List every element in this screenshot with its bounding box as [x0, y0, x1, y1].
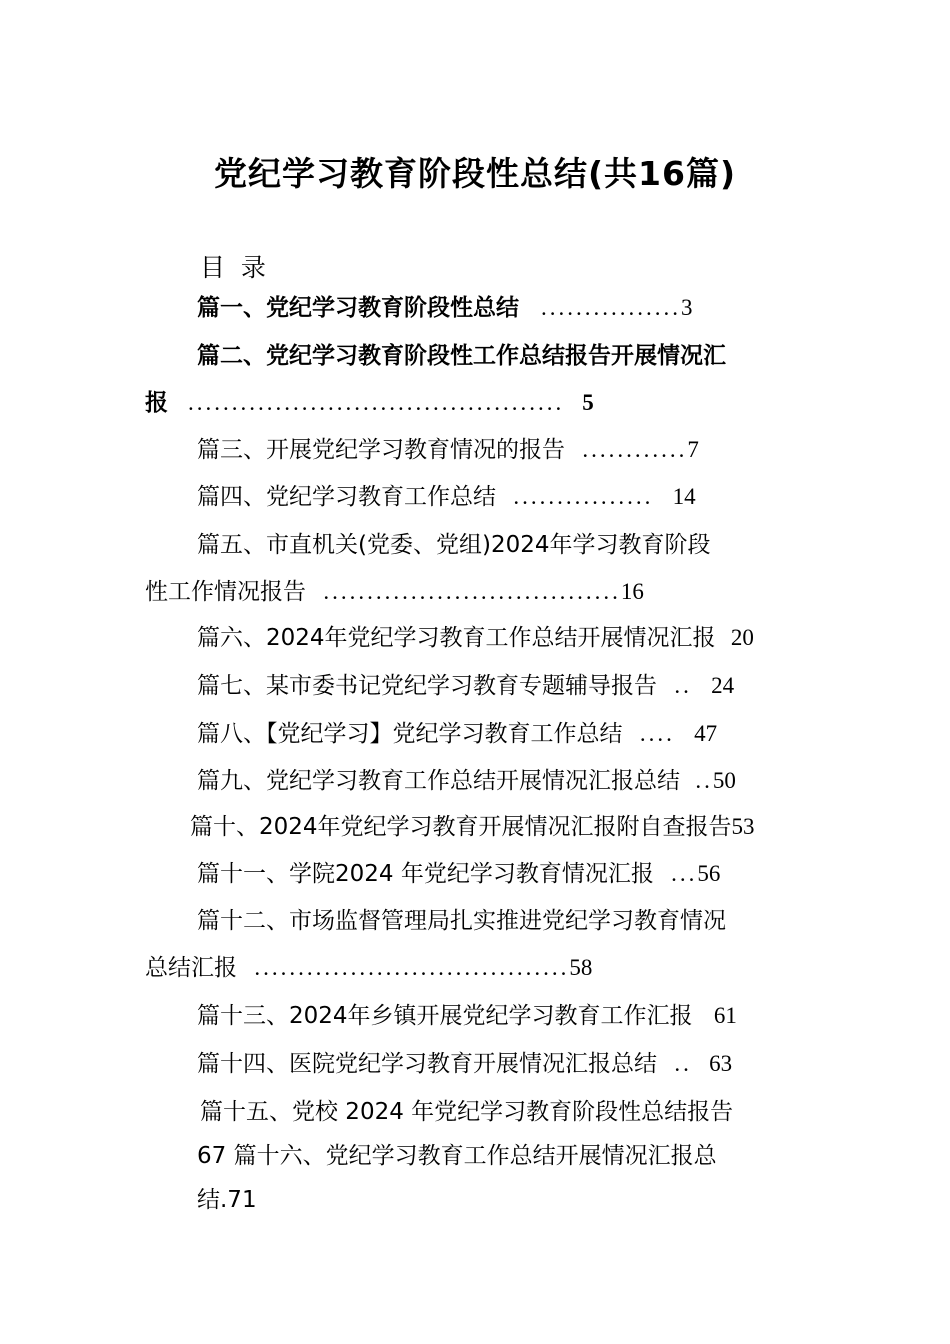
toc-entry[interactable]: [190, 812, 755, 842]
toc-heading: 目 录: [200, 253, 266, 282]
toc-leader-dots: ..................................: [323, 579, 621, 604]
toc-entry[interactable]: [197, 1141, 717, 1171]
toc-entry[interactable]: [197, 623, 754, 653]
toc-entry[interactable]: [197, 671, 734, 701]
toc-entry-text: 篇三、开展党纪学习教育情况的报告: [197, 437, 565, 463]
toc-leader-dots: ....................................: [254, 955, 570, 980]
toc-page-number: 14: [672, 484, 696, 509]
toc-entry[interactable]: [197, 482, 696, 512]
toc-entry[interactable]: [197, 530, 710, 560]
toc-leader-dots: ..: [674, 1051, 692, 1076]
toc-leader-dots: ...........................................: [188, 390, 565, 415]
toc-entry-text: 结.71: [197, 1187, 257, 1213]
toc-entry[interactable]: [197, 341, 726, 371]
toc-entry[interactable]: [197, 766, 736, 796]
toc-entry-text: 篇五、市直机关(党委、党组)2024年学习教育阶段: [197, 532, 711, 558]
toc-leader-dots: ................: [513, 484, 654, 509]
toc-entry[interactable]: [197, 906, 726, 936]
toc-entry[interactable]: [200, 1097, 733, 1127]
toc-entry-text: 篇一、党纪学习教育阶段性总结: [197, 295, 519, 321]
toc-page-number: 50: [712, 768, 736, 793]
toc-entry-text: 篇十二、市场监督管理局扎实推进党纪学习教育情况: [197, 908, 726, 934]
toc-entry-continuation[interactable]: [145, 388, 594, 418]
toc-entry-text: 篇十四、医院党纪学习教育开展情况汇报总结: [197, 1051, 657, 1077]
toc-entry-text: 篇九、党纪学习教育工作总结开展情况汇报总结: [197, 768, 680, 794]
toc-leader-dots: ............: [582, 437, 688, 462]
toc-entry-continuation[interactable]: [145, 577, 644, 607]
toc-entry-text: 篇二、党纪学习教育阶段性工作总结报告开展情况汇: [197, 343, 726, 369]
toc-entry-text: 报: [145, 390, 168, 416]
toc-page-number: 3: [681, 295, 693, 320]
toc-entry-text: 篇六、2024年党纪学习教育工作总结开展情况汇报: [197, 625, 716, 651]
toc-entry-text: 总结汇报: [145, 955, 237, 981]
document-title: 党纪学习教育阶段性总结(共16篇): [213, 154, 737, 193]
toc-leader-dots: ...: [671, 861, 698, 886]
toc-entry-text: 篇八、【党纪学习】党纪学习教育工作总结: [197, 721, 623, 747]
toc-page-number: 24: [711, 673, 735, 698]
toc-entry-continuation[interactable]: [145, 953, 592, 983]
toc-page-number: 7: [687, 437, 699, 462]
toc-page-number: 63: [709, 1051, 733, 1076]
toc-entry-text: 篇十一、学院2024 年党纪学习教育情况汇报: [197, 861, 654, 887]
toc-entry[interactable]: [197, 1001, 737, 1031]
toc-page-number: 53: [731, 814, 755, 839]
toc-entry-continuation[interactable]: [197, 1185, 257, 1215]
toc-leader-dots: ..: [674, 673, 692, 698]
toc-page-number: 5: [582, 390, 594, 415]
toc-entry-text: 67 篇十六、党纪学习教育工作总结开展情况汇报总: [197, 1143, 717, 1169]
toc-entry[interactable]: [197, 435, 699, 465]
toc-entry-text: 篇十五、党校 2024 年党纪学习教育阶段性总结报告: [200, 1099, 734, 1125]
toc-page-number: 61: [713, 1003, 737, 1028]
toc-page-number: 58: [569, 955, 593, 980]
toc-entry-text: 篇四、党纪学习教育工作总结: [197, 484, 496, 510]
toc-entry-text: 性工作情况报告: [145, 579, 306, 605]
toc-entry[interactable]: [197, 293, 693, 323]
toc-entry[interactable]: [197, 719, 717, 749]
toc-leader-dots: ................: [541, 295, 682, 320]
toc-page-number: 56: [697, 861, 721, 886]
toc-leader-dots: ..: [695, 768, 713, 793]
toc-page-number: 47: [694, 721, 718, 746]
toc-entry[interactable]: [197, 859, 720, 889]
toc-entry-text: 篇十、2024年党纪学习教育开展情况汇报附自查报告: [190, 814, 732, 840]
toc-entry-text: 篇十三、2024年乡镇开展党纪学习教育工作汇报: [197, 1003, 693, 1029]
toc-entry-text: 篇七、某市委书记党纪学习教育专题辅导报告: [197, 673, 657, 699]
toc-page-number: 16: [620, 579, 644, 604]
toc-page-number: 20: [730, 625, 754, 650]
toc-entry[interactable]: [197, 1049, 732, 1079]
toc-leader-dots: ....: [639, 721, 675, 746]
